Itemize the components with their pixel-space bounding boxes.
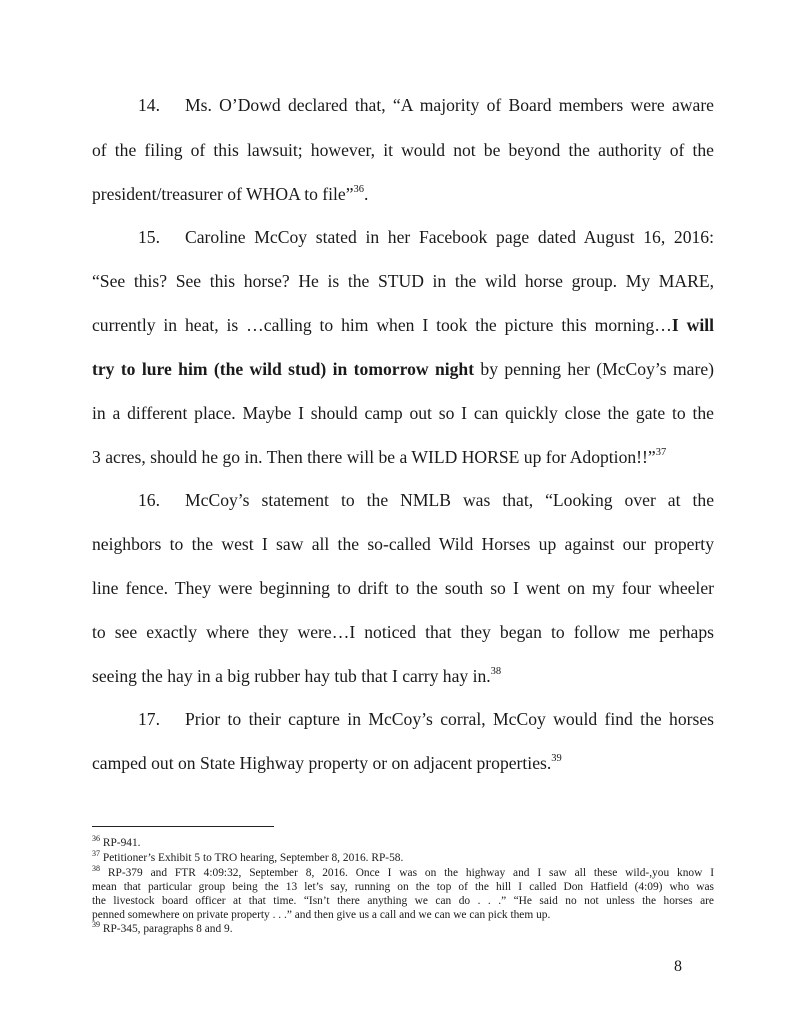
page-number: 8 xyxy=(674,958,682,975)
paragraph-line: 14. Ms. O’Dowd declared that, “A majority of Board members were aware xyxy=(138,95,714,115)
paragraph-line: 16. McCoy’s statement to the NMLB was that, “Looking over at the xyxy=(138,490,714,510)
footnote-39: $^{39}$ RP-345, paragraphs 8 and 9. xyxy=(92,920,233,935)
paragraph-line: line fence. They were beginning to drift to the south so I went on my four wheeler xyxy=(92,578,714,598)
paragraph-line: 17. Prior to their capture in McCoy’s corral, McCoy would find the horses xyxy=(138,709,714,729)
paragraph-line: of the filing of this lawsuit; however, it would not be beyond the authority of the xyxy=(92,140,714,160)
footnote-37: $^{37}$ Petitioner’s Exhibit 5 to TRO hearing, September 8, 2016. RP-58. xyxy=(92,849,404,864)
paragraph-line: camped out on State Highway property or on adjacent properties.$^{39}$ xyxy=(92,753,562,773)
paragraph-line: 15. Caroline McCoy stated in her Facebook page dated August 16, 2016: xyxy=(138,227,714,247)
paragraph-line: president/treasurer of WHOA to file”$^{36}$. xyxy=(92,184,369,204)
paragraph-line: currently in heat, is …calling to him when I took the picture this morning…I will xyxy=(92,315,714,335)
footnote-separator xyxy=(92,826,274,827)
footnote-ref: 37 xyxy=(655,447,667,459)
footnote-line: penned somewhere on private property . . .” and then give us a call and we can we can pick them up. xyxy=(92,909,551,921)
footnote-38: $^{38}$ RP-379 and FTR 4:09:32, September 8, 2016. Once I was on the highway and I saw all these wild-,you know I xyxy=(92,864,714,879)
footnote-ref: 36 xyxy=(353,184,365,196)
paragraph-line: neighbors to the west I saw all the so-called Wild Horses up against our property xyxy=(92,534,714,554)
footnote-36: $^{36}$ RP-941. xyxy=(92,834,141,849)
footnote-line: mean that particular group being the 13 let’s say, running on the top of the hill I called Don Hatfield (4:09) who was xyxy=(92,881,714,893)
paragraph-line: in a different place. Maybe I should camp out so I can quickly close the gate to the xyxy=(92,403,714,423)
paragraph-number: 17. xyxy=(138,709,160,729)
paragraph-number: 16. xyxy=(138,490,160,510)
footnote-line: the livestock board officer at that time. “Isn’t there anything we can do . . .” “He said no not unless the horses are xyxy=(92,895,714,907)
paragraph-line: seeing the hay in a big rubber hay tub that I carry hay in.$^{38}$ xyxy=(92,666,502,686)
paragraph-line: “See this? See this horse? He is the STUD in the wild horse group. My MARE, xyxy=(92,271,714,291)
paragraph-number: 14. xyxy=(138,95,160,115)
footnote-ref: 38 xyxy=(490,666,502,678)
paragraph-line: to see exactly where they were…I noticed that they began to follow me perhaps xyxy=(92,622,714,642)
paragraph-line: 3 acres, should he go in. Then there will be a WILD HORSE up for Adoption!!”$^{37}$ xyxy=(92,447,667,467)
bold-emphasis: try to lure him (the wild stud) in tomorrow night xyxy=(92,359,475,379)
footnote-ref: 39 xyxy=(551,753,562,765)
paragraph-line: try to lure him (the wild stud) in tomorrow night by penning her (McCoy’s mare) xyxy=(92,359,714,379)
paragraph-number: 15. xyxy=(138,227,160,247)
bold-emphasis: I will xyxy=(671,315,714,335)
